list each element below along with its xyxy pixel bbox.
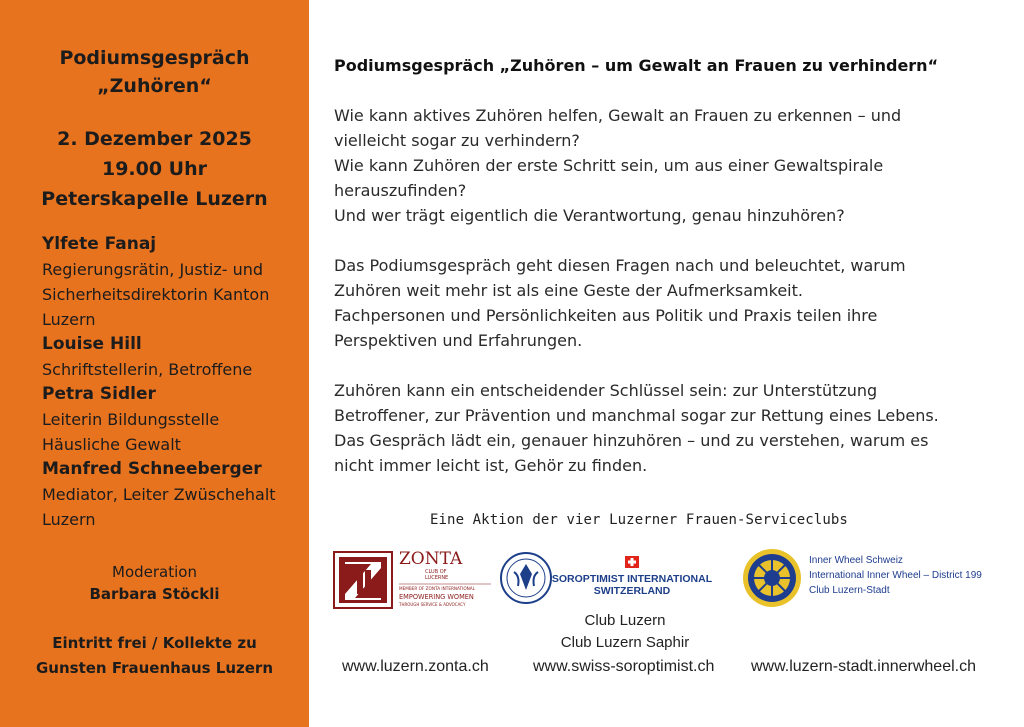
innerwheel-url-link[interactable]: www.luzern-stadt.innerwheel.ch [751, 658, 976, 675]
soroptimist-club1: Club Luzern [584, 612, 666, 629]
innerwheel-line3: Club Luzern-Stadt [809, 585, 890, 596]
soroptimist-logo [500, 546, 720, 610]
panelist [42, 457, 302, 532]
event-date: 2. Dezember 2025 [57, 128, 252, 150]
innerwheel-line1: Inner Wheel Schweiz [809, 555, 903, 566]
zonta-tagline: EMPOWERING WOMEN [399, 593, 474, 601]
panelist-name: Louise Hill [42, 334, 142, 354]
panelist-role: Luzern [42, 310, 96, 329]
soroptimist-url-link[interactable]: www.swiss-soroptimist.ch [533, 658, 715, 675]
panelist-role: Sicherheitsdirektorin Kanton [42, 285, 270, 304]
panelist-role: Leiterin Bildungsstelle [42, 410, 220, 429]
description [334, 103, 974, 503]
paragraph: Das Podiumsgespräch geht diesen Fragen nach und beleuchtet, warum Zuhören weit mehr ist als eine Geste der Aufmerksamkeit. Fachpersonen und Persönlichkeiten aus Politik und Praxis teilen ihre Perspektiven und Erfahrungen. [334, 256, 906, 350]
soroptimist-emblem-icon [500, 546, 720, 610]
event-title-line1: Podiumsgespräch [59, 47, 250, 69]
panelist-list [42, 232, 302, 532]
paragraph: Wie kann aktives Zuhören helfen, Gewalt an Frauen zu erkennen – und vielleicht sogar zu verhindern? Wie kann Zuhören der erste Schritt sein, um aus einer Gewaltspirale herauszufinden? Und wer trägt eigentlich die Verantwortung, genau hinzuhören? [334, 106, 902, 225]
zonta-emblem-icon [333, 548, 491, 612]
event-title [0, 44, 309, 100]
innerwheel-emblem-icon [742, 546, 1002, 610]
innerwheel-line2: International Inner Wheel – District 199 [809, 570, 982, 581]
main-title: Podiumsgespräch „Zuhören – um Gewalt an Frauen zu verhindern“ [334, 56, 939, 75]
panelist-role: Mediator, Leiter Zwüschehalt [42, 485, 276, 504]
panelist-name: Manfred Schneeberger [42, 459, 262, 479]
sidebar [0, 0, 309, 727]
zonta-sub2: LUCERNE [425, 575, 449, 581]
zonta-url-link[interactable]: www.luzern.zonta.ch [342, 658, 489, 675]
panelist-role: Häusliche Gewalt [42, 435, 181, 454]
innerwheel-logo [742, 546, 1002, 610]
zonta-logo [333, 548, 491, 612]
zonta-sub1: CLUB OF [425, 569, 447, 575]
panelist-role: Luzern [42, 510, 96, 529]
action-caption: Eine Aktion der vier Luzerner Frauen-Serviceclubs [430, 512, 848, 528]
entry-line2: Gunsten Frauenhaus Luzern [35, 659, 274, 677]
panelist [42, 382, 302, 457]
zonta-name: ZONTA [399, 549, 463, 569]
panelist-role: Schriftstellerin, Betroffene [42, 360, 253, 379]
panelist [42, 232, 302, 332]
paragraph: Zuhören kann ein entscheidender Schlüssel sein: zur Unterstützung Betroffener, zur Prävention und manchmal sogar zur Rettung eines Lebens. Das Gespräch lädt ein, genauer hinzuhören – und zu verstehen, warum es nicht immer leicht ist, Gehör zu finden. [334, 381, 939, 475]
event-details [0, 124, 309, 214]
panelist [42, 332, 302, 382]
soroptimist-name2: SWITZERLAND [593, 585, 671, 597]
event-title-line2: „Zuhören“ [97, 75, 212, 97]
event-venue: Peterskapelle Luzern [41, 188, 268, 210]
moderator-name: Barbara Stöckli [89, 585, 220, 603]
panelist-role: Regierungsrätin, Justiz- und [42, 260, 264, 279]
zonta-member: MEMBER OF ZONTA INTERNATIONAL [399, 586, 475, 591]
zonta-tagline2: THROUGH SERVICE & ADVOCACY [399, 602, 466, 607]
event-time: 19.00 Uhr [101, 158, 208, 180]
panelist-name: Ylfete Fanaj [42, 234, 157, 254]
soroptimist-club2: Club Luzern Saphir [560, 634, 690, 651]
entry-info [0, 631, 309, 681]
entry-line1: Eintritt frei / Kollekte zu [52, 634, 257, 652]
panelist-name: Petra Sidler [42, 384, 156, 404]
soroptimist-name1: SOROPTIMIST INTERNATIONAL [551, 573, 713, 585]
moderation-label: Moderation [112, 563, 197, 581]
